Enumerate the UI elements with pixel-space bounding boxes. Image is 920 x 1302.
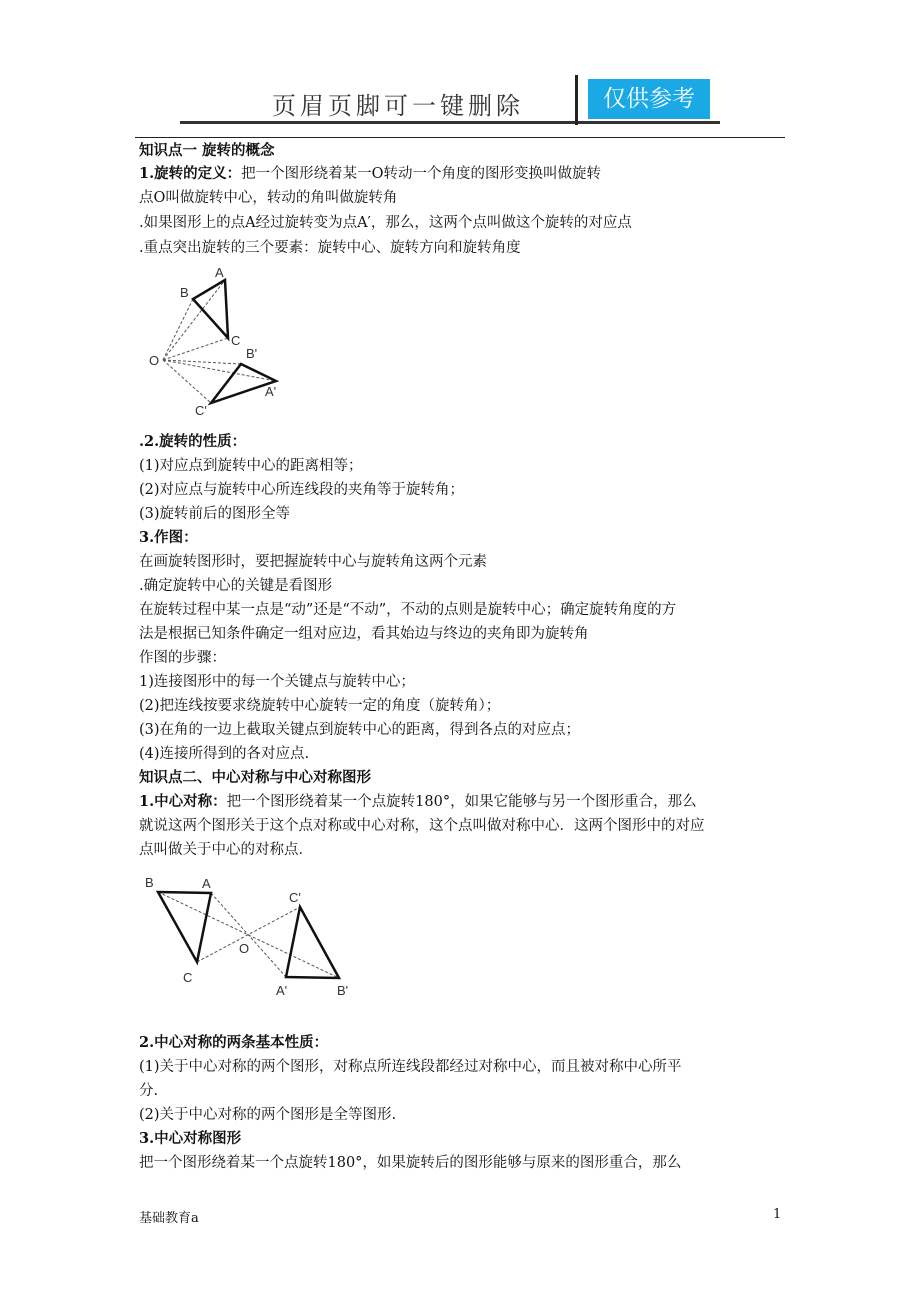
label-c-prime: C' — [289, 890, 301, 905]
label-a-prime: A' — [265, 384, 277, 399]
rotation-figure — [130, 260, 330, 420]
label-c: C — [231, 333, 241, 348]
label-o: O — [149, 353, 160, 368]
paragraph: (2)把连线按要求绕旋转中心旋转一定的角度（旋转角）； — [139, 698, 501, 714]
paragraph: (3)旋转前后的图形全等 — [139, 506, 291, 522]
header-watermark: 页眉页脚可一键删除 — [272, 92, 524, 120]
label-b-prime: B' — [337, 983, 349, 998]
paragraph: .重点突出旋转的三个要素：旋转中心、旋转方向和旋转角度 — [139, 240, 521, 256]
label-b-prime: B' — [246, 346, 258, 361]
paragraph: (2)关于中心对称的两个图形是全等图形. — [139, 1107, 397, 1123]
subheading: 3.中心对称图形 — [139, 1130, 242, 1147]
text: 把一个图形绕着某一个点旋转180°，如果它能够与另一个图形重合，那么 — [226, 794, 697, 810]
paragraph: (1)对应点到旋转中心的距离相等； — [139, 458, 363, 474]
label-a: A — [202, 876, 211, 891]
footer-text: 基础教育a — [139, 1211, 199, 1226]
label-b: B — [145, 875, 154, 890]
paragraph: 点叫做关于中心的对称点． — [139, 842, 313, 858]
subheading: 3.作图： — [139, 529, 198, 546]
paragraph: (2)对应点与旋转中心所连线段的夹角等于旋转角； — [139, 482, 465, 498]
paragraph: (4)连接所得到的各对应点. — [139, 746, 310, 762]
paragraph — [139, 164, 601, 184]
paragraph: (3)在角的一边上截取关键点到旋转中心的距离，得到各点的对应点； — [139, 722, 581, 738]
header-divider — [575, 75, 578, 125]
paragraph: 法是根据已知条件确定一组对应边，看其始边与终边的夹角即为旋转角 — [139, 626, 589, 642]
section-heading: 知识点一 旋转的概念 — [139, 142, 275, 159]
paragraph: 分. — [139, 1083, 159, 1099]
paragraph: 就说这两个图形关于这个点对称或中心对称，这个点叫做对称中心．这两个图形中的对应 — [139, 818, 705, 834]
paragraph: .如果图形上的点A经过旋转变为点A′，那么，这两个点叫做这个旋转的对应点 — [139, 215, 632, 231]
label-c-prime: C' — [195, 403, 207, 418]
paragraph: 在旋转过程中某一点是“动”还是“不动”，不动的点则是旋转中心；确定旋转角度的方 — [139, 602, 677, 618]
paragraph: 点O叫做旋转中心，转动的角叫做旋转角 — [139, 190, 398, 206]
page-number: 1 — [773, 1207, 782, 1222]
subheading: 2.中心对称的两条基本性质： — [139, 1034, 329, 1051]
label-a: A — [215, 265, 224, 280]
section-heading: 知识点二、中心对称与中心对称图形 — [139, 769, 371, 786]
subheading: 1.旋转的定义： — [139, 165, 242, 182]
header-rule — [135, 137, 785, 138]
reference-badge: 仅供参考 — [588, 79, 710, 119]
label-a-prime: A' — [276, 983, 288, 998]
paragraph: .确定旋转中心的关键是看图形 — [139, 578, 333, 594]
subheading: .2.旋转的性质： — [139, 433, 247, 450]
paragraph: (1)关于中心对称的两个图形，对称点所连线段都经过对称中心，而且被对称中心所平 — [139, 1059, 682, 1075]
text: 把一个图形绕着某一O转动一个角度的图形变换叫做旋转 — [241, 166, 602, 182]
header-underline — [180, 121, 720, 124]
paragraph: 作图的步骤： — [139, 650, 226, 666]
paragraph: 在画旋转图形时，要把握旋转中心与旋转角这两个元素 — [139, 554, 487, 570]
label-o: O — [239, 941, 250, 956]
paragraph: 把一个图形绕着某一个点旋转180°，如果旋转后的图形能够与原来的图形重合，那么 — [139, 1155, 682, 1171]
subheading: 1.中心对称： — [139, 793, 227, 810]
paragraph: 1)连接图形中的每一个关键点与旋转中心； — [139, 674, 415, 690]
label-c: C — [183, 970, 193, 985]
label-b: B — [180, 285, 189, 300]
central-symmetry-figure — [130, 860, 370, 1010]
paragraph — [139, 792, 697, 812]
